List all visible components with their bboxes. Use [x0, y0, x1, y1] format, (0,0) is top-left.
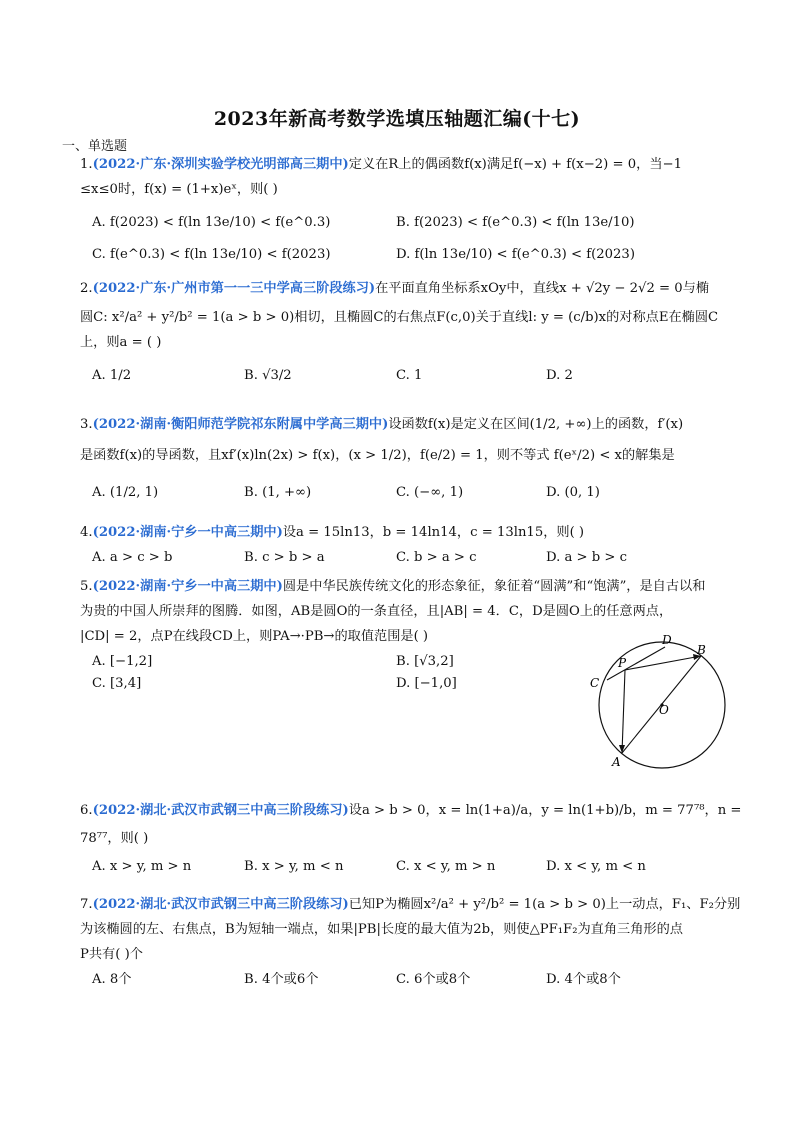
option-b: B. f(2023) < f(e^0.3) < f(ln 13e/10) — [396, 215, 635, 230]
circle-figure — [582, 632, 727, 772]
question-source: (2022·湖北·武汉市武钢三中高三阶段练习) — [92, 897, 349, 912]
option-a: A. f(2023) < f(ln 13e/10) < f(e^0.3) — [92, 215, 331, 230]
option-a: A. 8个 — [92, 972, 132, 987]
label-a: A — [612, 755, 621, 769]
label-p: P — [618, 656, 627, 670]
question-line — [80, 574, 725, 599]
question-line: 上，则a = ( ) — [80, 335, 162, 350]
question-source: (2022·湖南·衡阳师范学院祁东附属中学高三期中) — [92, 417, 389, 432]
segment-pa — [622, 670, 625, 753]
question-number: 2. — [80, 281, 93, 296]
option-d: D. (0, 1) — [546, 485, 600, 500]
question-7 — [80, 892, 741, 993]
question-source: (2022·广东·广州市第一一三中学高三阶段练习) — [92, 281, 376, 296]
option-c: C. 1 — [396, 368, 423, 383]
label-b: B — [697, 643, 706, 657]
question-text: 定义在R上的偶函数f(x)满足f(−x) + f(x−2) = 0，当−1 — [348, 157, 682, 172]
option-c: C. [3,4] — [92, 676, 142, 691]
question-line — [80, 276, 725, 301]
option-c: C. f(e^0.3) < f(ln 13e/10) < f(2023) — [92, 247, 331, 262]
question-line — [80, 892, 741, 917]
option-row — [80, 967, 725, 993]
option-row — [80, 242, 725, 268]
question-line: 为该椭圆的左、右焦点，B为短轴一端点，如果|PB|长度的最大值为2b，则使△PF₁F₂为直角三角形的点 — [80, 922, 683, 937]
option-b: B. (1, +∞) — [244, 485, 312, 500]
question-line — [80, 152, 725, 177]
option-row — [80, 210, 725, 236]
question-line: 为贵的中国人所崇拜的图腾．如图，AB是圆O的一条直径，且|AB| = 4．C，D是圆O上的任意两点， — [80, 604, 673, 619]
option-a: A. (1/2, 1) — [92, 485, 159, 500]
question-number: 6. — [80, 803, 93, 818]
label-c: C — [590, 676, 600, 690]
question-line: 圆C: x²/a² + y²/b² = 1(a > b > 0)相切，且椭圆C的右焦点F(c,0)关于直线l: y = (c/b)x的对称点E在椭圆C — [80, 310, 719, 325]
section-heading: 一、单选题 — [62, 139, 128, 154]
option-b: B. 4个或6个 — [244, 972, 319, 987]
question-line — [80, 412, 725, 437]
question-line: ≤x≤0时，f(x) = (1+x)eˣ，则( ) — [80, 182, 278, 197]
option-b: B. √3/2 — [244, 368, 292, 383]
option-a: A. [−1,2] — [92, 654, 153, 669]
option-a: A. x > y, m > n — [92, 859, 192, 874]
question-number: 3. — [80, 417, 93, 432]
question-text: 设a > b > 0，x = ln(1+a)/a，y = ln(1+b)/b，m = 77⁷⁸，n = — [348, 803, 742, 818]
question-2 — [80, 276, 725, 389]
question-number: 1. — [80, 157, 93, 172]
option-row — [80, 480, 725, 506]
option-d: D. 4个或8个 — [546, 972, 621, 987]
question-line: |CD| = 2，点P在线段CD上，则PA→·PB→的取值范围是( ) — [80, 629, 429, 644]
option-row — [80, 545, 725, 571]
option-row — [80, 854, 725, 880]
option-row — [80, 363, 725, 389]
question-text: 设a = 15ln13，b = 14ln14，c = 13ln15，则( ) — [282, 525, 585, 540]
question-6 — [80, 798, 742, 880]
question-text: 设函数f(x)是定义在区间(1/2, +∞)上的函数，f′(x) — [388, 417, 684, 432]
question-3 — [80, 412, 725, 506]
option-d: D. 2 — [546, 368, 573, 383]
option-c: C. 6个或8个 — [396, 972, 471, 987]
question-line: P共有( )个 — [80, 947, 143, 962]
option-d: D. a > b > c — [546, 550, 628, 565]
option-b: B. x > y, m < n — [244, 859, 344, 874]
question-line: 是函数f(x)的导函数，且xf′(x)ln(2x) > f(x)，(x > 1/2)，f(e/2) = 1，则不等式 f(eˣ/2) < x的解集是 — [80, 448, 675, 463]
question-text: 圆是中华民族传统文化的形态象征，象征着“圆满”和“饱满”，是自古以和 — [282, 579, 706, 594]
question-number: 7. — [80, 897, 93, 912]
question-1 — [80, 152, 725, 268]
question-number: 4. — [80, 525, 93, 540]
option-b: B. c > b > a — [244, 550, 325, 565]
option-d: D. x < y, m < n — [546, 859, 646, 874]
question-line — [80, 798, 742, 823]
option-a: A. 1/2 — [92, 368, 132, 383]
option-b: B. [√3,2] — [396, 654, 454, 669]
option-c: C. x < y, m > n — [396, 859, 496, 874]
question-line: 78⁷⁷，则( ) — [80, 831, 149, 846]
question-number: 5. — [80, 579, 93, 594]
chord-cd — [607, 647, 665, 680]
page-title: 2023年新高考数学选填压轴题汇编(十七) — [213, 108, 581, 130]
label-d: D — [662, 633, 672, 647]
question-text: 已知P为椭圆x²/a² + y²/b² = 1(a > b > 0)上一动点，F₁、F₂分别 — [348, 897, 741, 912]
option-c: C. b > a > c — [396, 550, 477, 565]
option-d: D. f(ln 13e/10) < f(e^0.3) < f(2023) — [396, 247, 635, 262]
question-line — [80, 520, 725, 545]
label-o: O — [659, 703, 669, 717]
option-d: D. [−1,0] — [396, 676, 457, 691]
question-source: (2022·湖南·宁乡一中高三期中) — [92, 579, 283, 594]
question-4 — [80, 520, 725, 571]
question-source: (2022·广东·深圳实验学校光明部高三期中) — [92, 157, 349, 172]
option-a: A. a > c > b — [92, 550, 173, 565]
question-source: (2022·湖北·武汉市武钢三中高三阶段练习) — [92, 803, 349, 818]
option-c: C. (−∞, 1) — [396, 485, 464, 500]
question-text: 在平面直角坐标系xOy中，直线x + √2y − 2√2 = 0与椭 — [375, 281, 710, 296]
question-source: (2022·湖南·宁乡一中高三期中) — [92, 525, 283, 540]
